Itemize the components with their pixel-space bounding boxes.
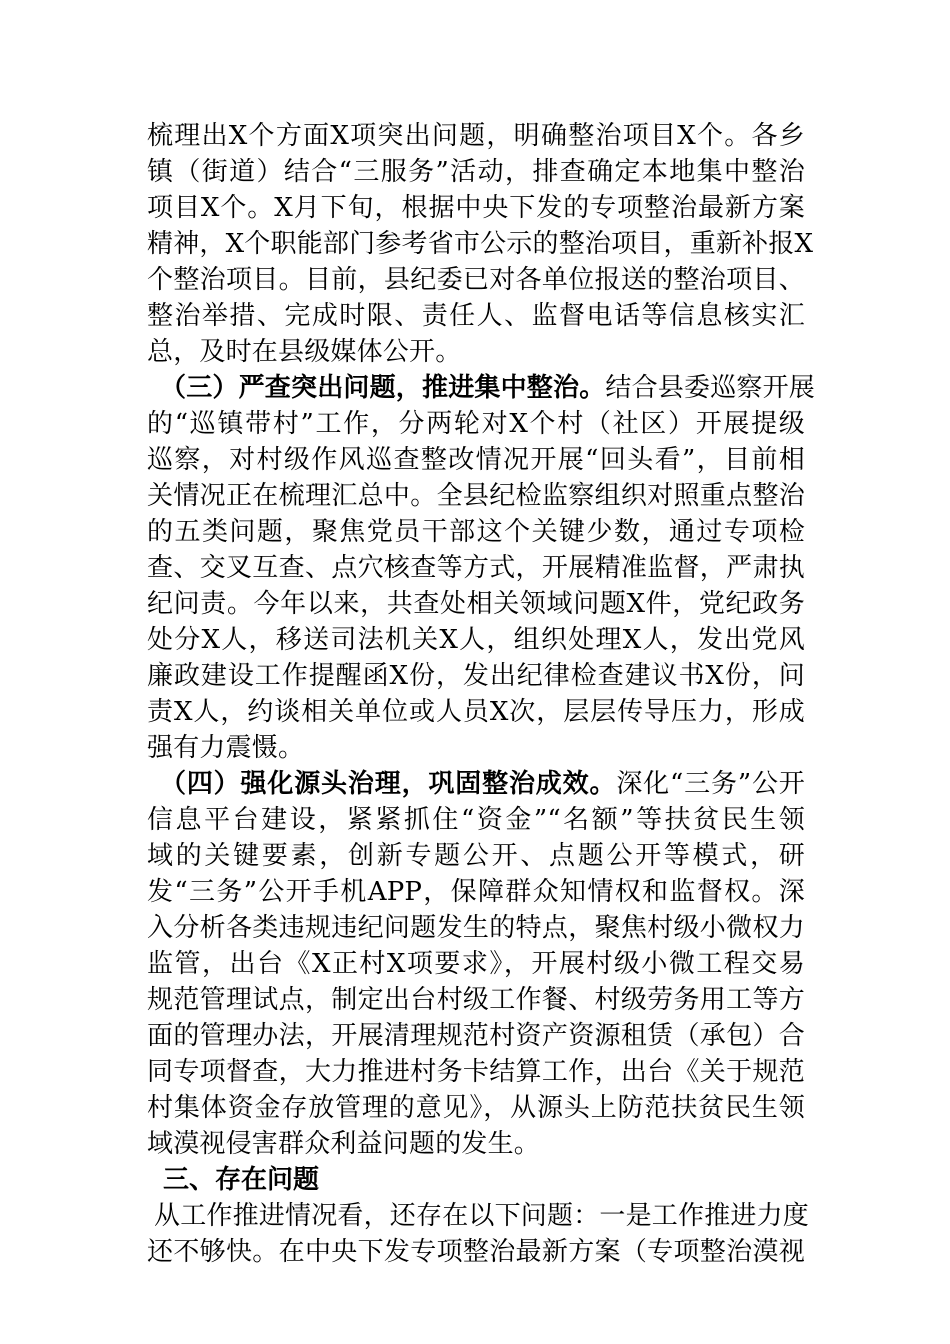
paragraph-line: 的“巡镇带村”工作，分两轮对X个村（社区）开展提级: [147, 409, 805, 439]
paragraph-line: 整治举措、完成时限、责任人、监督电话等信息核实汇: [147, 301, 805, 331]
paragraph-first-line: [160, 373, 816, 403]
paragraph-line: 入分析各类违规违纪问题发生的特点，聚焦村级小微权力: [147, 913, 805, 943]
paragraph-line: 域的关键要素，创新专题公开、点题公开等模式，研: [147, 841, 805, 871]
paragraph-line: 处分X人，移送司法机关X人，组织处理X人，发出党风: [147, 625, 805, 655]
paragraph-line: 还不够快。在中央下发专项整治最新方案（专项整治漠视: [147, 1237, 805, 1267]
paragraph-text: 深化“三务”公开: [616, 769, 806, 799]
paragraph-line: 规范管理试点，制定出台村级工作餐、村级劳务用工等方: [147, 985, 805, 1015]
section-title: 三、存在问题: [163, 1165, 320, 1195]
paragraph-line: 从工作推进情况看，还存在以下问题：一是工作推进力度: [154, 1201, 810, 1231]
paragraph-line: 查、交叉互查、点穴核查等方式，开展精准监督，严肃执: [147, 553, 805, 583]
paragraph-line: 责X人，约谈相关单位或人员X次，层层传导压力，形成: [147, 697, 805, 727]
paragraph-line: 精神，X个职能部门参考省市公示的整治项目，重新补报X: [147, 229, 814, 259]
paragraph-heading-bold: （四）强化源头治理，巩固整治成效。: [160, 769, 617, 799]
paragraph-line: 巡察，对村级作风巡查整改情况开展“回头看”，目前相: [147, 445, 805, 475]
paragraph-line: 信息平台建设，紧紧抓住“资金”“名额”等扶贫民生领: [147, 805, 805, 835]
paragraph-line: 的五类问题，聚焦党员干部这个关键少数，通过专项检: [147, 517, 805, 547]
paragraph-text: 结合县委巡察开展: [605, 373, 816, 403]
paragraph-line: 关情况正在梳理汇总中。全县纪检监察组织对照重点整治: [147, 481, 805, 511]
paragraph-line: 镇（街道）结合“三服务”活动，排查确定本地集中整治: [147, 157, 805, 187]
paragraph-line: 纪问责。今年以来，共查处相关领域问题X件，党纪政务: [147, 589, 805, 619]
paragraph-line: 面的管理办法，开展清理规范村资产资源租赁（承包）合: [147, 1021, 805, 1051]
paragraph-line: 监管，出台《X正村X项要求》，开展村级小微工程交易: [147, 949, 805, 979]
paragraph-line: 强有力震慑。: [147, 733, 305, 763]
paragraph-line: 村集体资金存放管理的意见》，从源头上防范扶贫民生领: [147, 1093, 805, 1123]
paragraph-line: 发“三务”公开手机APP，保障群众知情权和监督权。深: [147, 877, 805, 907]
paragraph-heading-bold: （三）严查突出问题，推进集中整治。: [160, 373, 606, 403]
paragraph-line: 个整治项目。目前，县纪委已对各单位报送的整治项目、: [147, 265, 805, 295]
paragraph-line: 梳理出X个方面X项突出问题，明确整治项目X个。各乡: [147, 121, 805, 151]
paragraph-line: 项目X个。X月下旬，根据中央下发的专项整治最新方案: [147, 193, 805, 223]
paragraph-line: 域漠视侵害群众利益问题的发生。: [147, 1129, 541, 1159]
paragraph-first-line: [160, 769, 805, 799]
paragraph-line: 同专项督查，大力推进村务卡结算工作，出台《关于规范: [147, 1057, 805, 1087]
paragraph-line: 廉政建设工作提醒函X份，发出纪律检查建议书X份，问: [147, 661, 805, 691]
paragraph-line: 总，及时在县级媒体公开。: [147, 337, 462, 367]
